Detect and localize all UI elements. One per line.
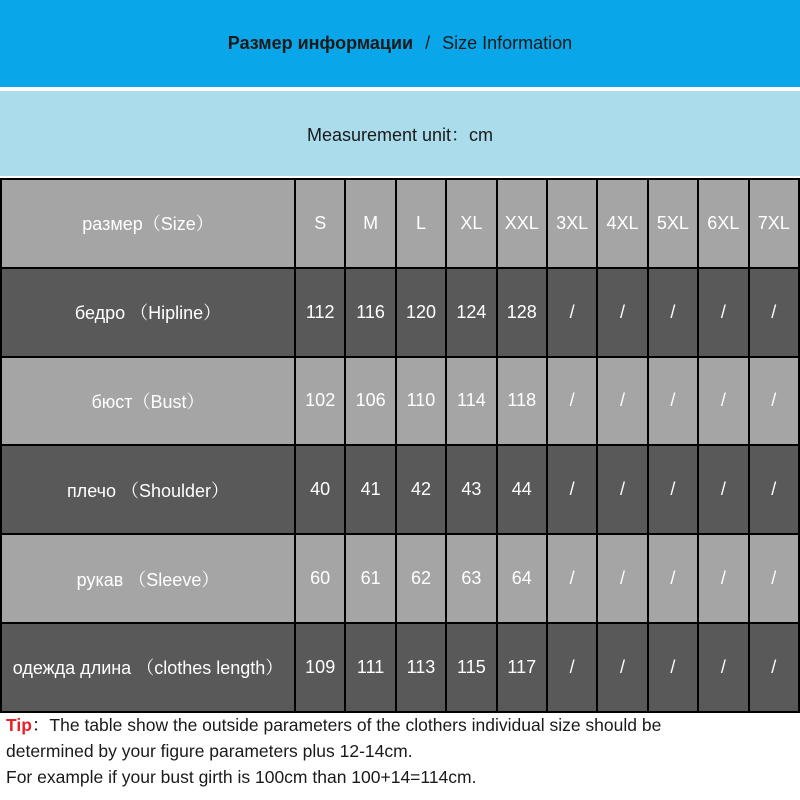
row-label: бедро （Hipline） xyxy=(1,268,295,357)
row-label: плечо （Shoulder） xyxy=(1,445,295,534)
size-header-cell: L xyxy=(396,179,446,268)
title-russian: Размер информации xyxy=(227,33,414,53)
tip-line-3: For example if your bust girth is 100cm than 100+14=114cm. xyxy=(6,767,477,787)
size-header-row xyxy=(1,179,799,268)
table-cell: 120 xyxy=(396,268,446,357)
size-info-title xyxy=(0,0,800,89)
table-cell: / xyxy=(698,357,748,446)
table-cell: 40 xyxy=(295,445,345,534)
size-header-cell: 5XL xyxy=(648,179,698,268)
table-cell: / xyxy=(749,534,799,623)
table-cell: / xyxy=(547,623,597,712)
table-cell: / xyxy=(698,268,748,357)
table-row-hipline xyxy=(1,268,799,357)
size-header-cell: M xyxy=(345,179,395,268)
size-header-cell: 6XL xyxy=(698,179,748,268)
tip-line-1 xyxy=(6,712,796,738)
table-cell: / xyxy=(597,623,647,712)
tip-label: Tip xyxy=(6,715,32,735)
table-cell: / xyxy=(749,357,799,446)
table-cell: 63 xyxy=(446,534,496,623)
table-cell: / xyxy=(547,268,597,357)
table-cell: / xyxy=(749,268,799,357)
size-header-cell: S xyxy=(295,179,345,268)
size-header-cell: XXL xyxy=(497,179,547,268)
table-cell: / xyxy=(547,445,597,534)
size-header-cell: XL xyxy=(446,179,496,268)
table-row-shoulder xyxy=(1,445,799,534)
table-cell: / xyxy=(749,445,799,534)
table-cell: 102 xyxy=(295,357,345,446)
table-cell: / xyxy=(547,534,597,623)
table-cell: 110 xyxy=(396,357,446,446)
table-cell: / xyxy=(648,357,698,446)
table-cell: 128 xyxy=(497,268,547,357)
size-header-cell: 4XL xyxy=(597,179,647,268)
table-cell: 124 xyxy=(446,268,496,357)
table-cell: / xyxy=(597,534,647,623)
size-table xyxy=(0,178,800,713)
title-english: Size Information xyxy=(442,33,573,53)
size-header-cell: 7XL xyxy=(749,179,799,268)
table-cell: / xyxy=(597,357,647,446)
table-row-sleeve xyxy=(1,534,799,623)
table-cell: / xyxy=(648,268,698,357)
table-cell: 41 xyxy=(345,445,395,534)
table-cell: / xyxy=(597,268,647,357)
table-cell: / xyxy=(648,534,698,623)
table-cell: / xyxy=(698,534,748,623)
row-label: одежда длина （clothes length） xyxy=(1,623,295,712)
table-cell: 61 xyxy=(345,534,395,623)
measurement-unit xyxy=(0,89,800,178)
row-label: бюст（Bust） xyxy=(1,357,295,446)
table-cell: 43 xyxy=(446,445,496,534)
table-cell: 112 xyxy=(295,268,345,357)
table-cell: 42 xyxy=(396,445,446,534)
table-cell: 60 xyxy=(295,534,345,623)
table-row-bust xyxy=(1,357,799,446)
table-cell: / xyxy=(648,445,698,534)
table-cell: 44 xyxy=(497,445,547,534)
title-separator: / xyxy=(425,33,431,53)
table-cell: 117 xyxy=(497,623,547,712)
measurement-unit-label: Measurement unit：cm xyxy=(306,124,494,145)
table-cell: 106 xyxy=(345,357,395,446)
tip-note xyxy=(6,712,796,790)
table-cell: / xyxy=(698,445,748,534)
table-cell: / xyxy=(749,623,799,712)
table-cell: 115 xyxy=(446,623,496,712)
table-cell: / xyxy=(698,623,748,712)
tip-line-2: determined by your figure parameters plus 12-14cm. xyxy=(6,741,413,761)
table-cell: 116 xyxy=(345,268,395,357)
table-cell: / xyxy=(648,623,698,712)
size-header-cell: 3XL xyxy=(547,179,597,268)
table-cell: 62 xyxy=(396,534,446,623)
table-cell: 111 xyxy=(345,623,395,712)
table-cell: / xyxy=(547,357,597,446)
table-cell: 64 xyxy=(497,534,547,623)
tip-text-1: ：The table show the outside parameters of the clothers individual size should be xyxy=(31,715,662,735)
table-cell: 118 xyxy=(497,357,547,446)
table-cell: 114 xyxy=(446,357,496,446)
table-cell: 113 xyxy=(396,623,446,712)
row-label: рукав （Sleeve） xyxy=(1,534,295,623)
table-row-clothes-length xyxy=(1,623,799,712)
size-header-label: размер（Size） xyxy=(1,179,295,268)
table-cell: 109 xyxy=(295,623,345,712)
table-cell: / xyxy=(597,445,647,534)
